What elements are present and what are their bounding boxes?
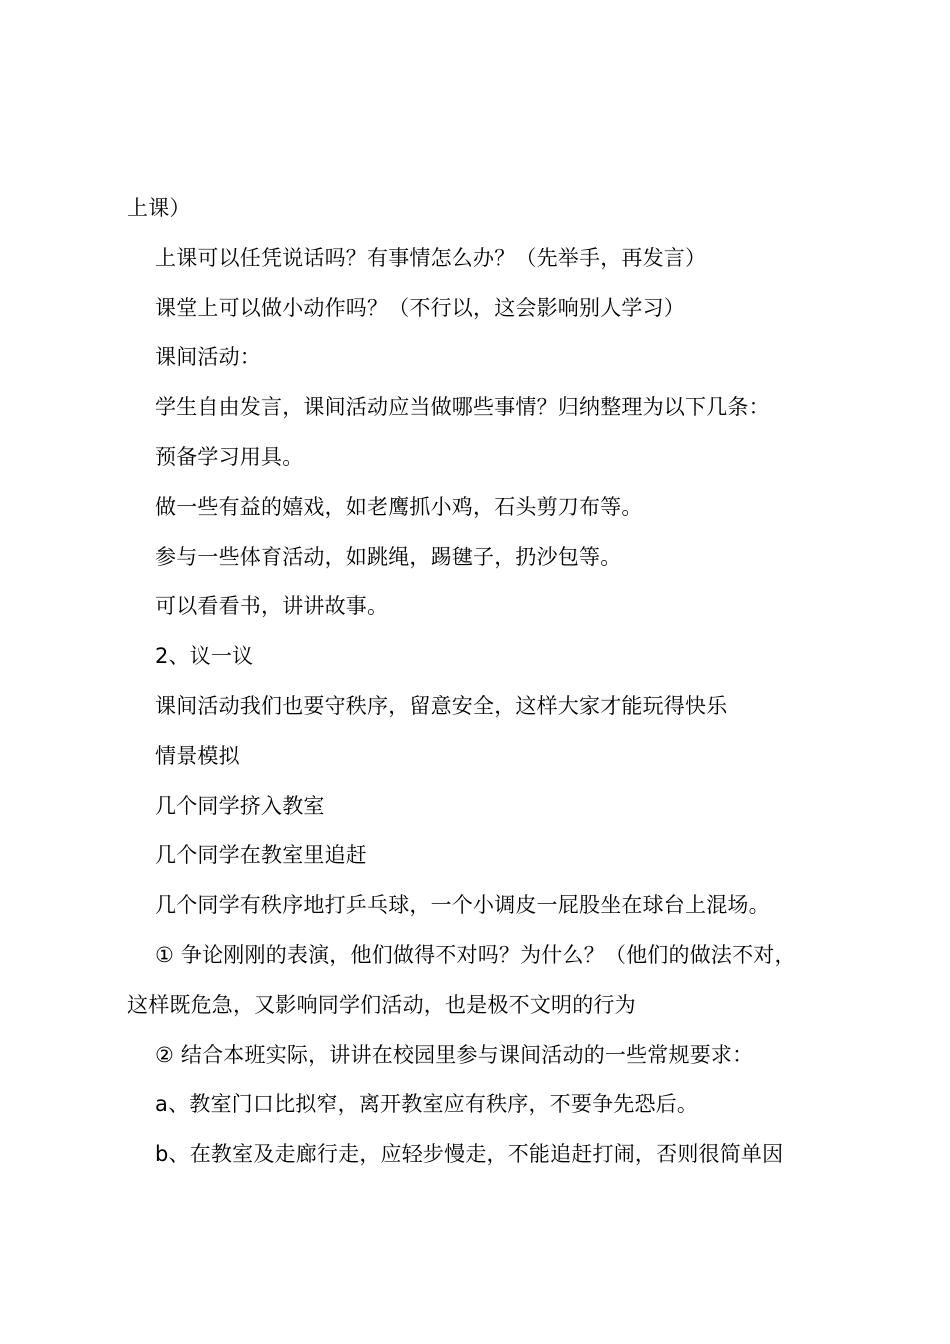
section-heading: 情景模拟 (155, 743, 240, 768)
list-item: 几个同学在教室里追赶 (155, 843, 367, 868)
paragraph-line: 课间活动我们也要守秩序，留意安全，这样大家才能玩得快乐 (155, 693, 728, 718)
section-heading: 2、议一议 (155, 644, 254, 669)
list-item: b、在教室及走廊行走，应轻步慢走，不能追赶打闹，否则很简单因 (155, 1142, 784, 1167)
list-item: 可以看看书，讲讲故事。 (155, 594, 389, 619)
list-item: 几个同学挤入教室 (155, 793, 325, 818)
paragraph-line: ① 争论刚刚的表演，他们做得不对吗？为什么？（他们的做法不对， (155, 942, 796, 967)
document-body (127, 184, 832, 1180)
section-heading: 课间活动： (155, 345, 261, 370)
list-item: a、教室门口比拟窄，离开教室应有秩序，不要争先恐后。 (155, 1092, 699, 1117)
paragraph-line: ② 结合本班实际，讲讲在校园里参与课间活动的一些常规要求： (155, 1042, 754, 1067)
paragraph-line: 上课可以任凭说话吗？有事情怎么办？（先举手，再发言） (155, 245, 707, 270)
paragraph-line: 这样既危急，又影响同学们活动，也是极不文明的行为 (127, 992, 636, 1017)
list-item: 参与一些体育活动，如跳绳，踢毽子，扔沙包等。 (155, 544, 622, 569)
paragraph-line: 课堂上可以做小动作吗？（不行以，这会影响别人学习） (155, 295, 685, 320)
paragraph-line: 学生自由发言，课间活动应当做哪些事情？归纳整理为以下几条： (155, 395, 770, 420)
list-item: 预备学习用具。 (155, 444, 304, 469)
paragraph-line: 上课） (127, 196, 191, 220)
list-item: 几个同学有秩序地打乒乓球，一个小调皮一屁股坐在球台上混场。 (155, 893, 770, 918)
list-item: 做一些有益的嬉戏，如老鹰抓小鸡，石头剪刀布等。 (155, 494, 643, 519)
